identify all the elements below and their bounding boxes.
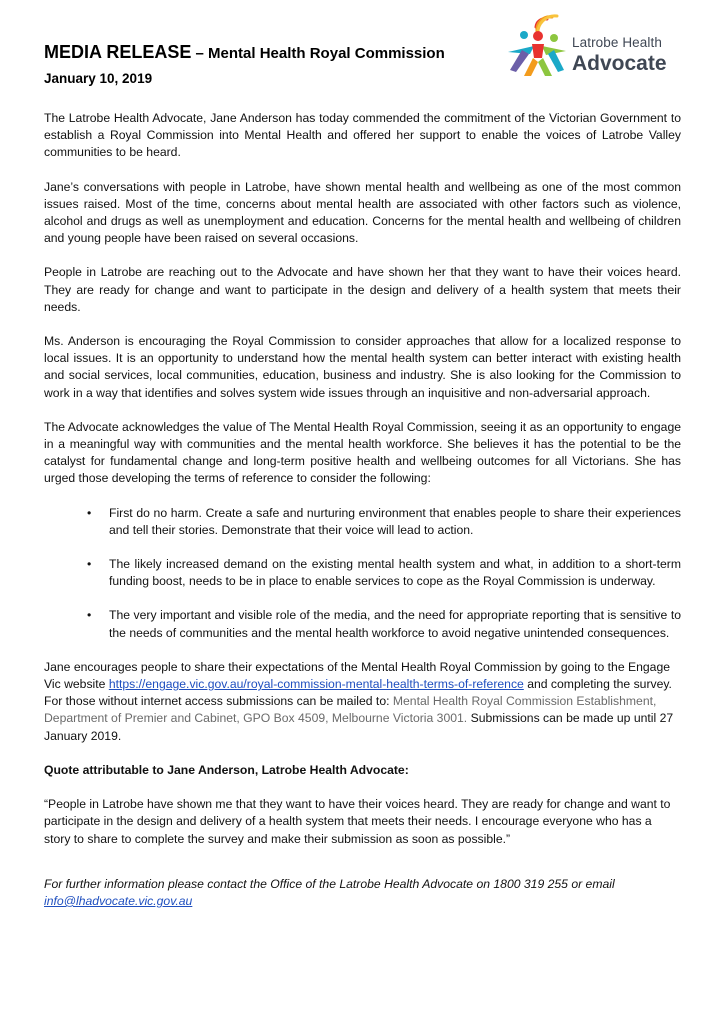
quote-heading: Quote attributable to Jane Anderson, Latrobe Health Advocate:: [44, 762, 409, 777]
page-title: [44, 36, 504, 65]
list-item-text: The likely increased demand on the existing mental health system and what, in addition to a short-term funding boost, needs to be in place to enable services to cope as the Royal Commission is underway.: [109, 557, 681, 589]
paragraph-engage: [44, 659, 681, 745]
contact-email-link[interactable]: info@lhadvocate.vic.gov.au: [44, 893, 193, 908]
bullet-icon: •: [87, 557, 92, 572]
people-signal-icon: [502, 14, 572, 80]
quote-text: “People in Latrobe have shown me that they want to have their voices heard. They are ready for change and want to participate in the design and delivery of a health system that meets their needs. I encourage everyone who has a story to share to complete the survey and make their submission as soon as possible.”: [44, 797, 671, 846]
bullet-icon: •: [87, 608, 92, 623]
bullet-icon: •: [87, 505, 92, 520]
engage-vic-link[interactable]: https://engage.vic.gov.au/royal-commission-mental-health-terms-of-reference: [108, 677, 524, 692]
paragraph-acknowledges: The Advocate acknowledges the value of The Mental Health Royal Commission, seeing it as an opportunity to engage in a meaningful way with communities and the mental health workforce. She believes it has the potential to be the catalyst for fundamental change and long-term positive health and wellbeing outcomes for all Victorians. She has urged those developing the terms of reference to consider the following:: [44, 419, 681, 486]
paragraph-intro: The Latrobe Health Advocate, Jane Anderson has today commended the commitment of the Victorian Government to establish a Royal Commission into Mental Health and offered her support to enable the voices of Latrobe Valley communities to be heard.: [44, 111, 681, 160]
considerations-list: [44, 505, 681, 642]
engage-text: Jane encourages people to share their expectations of the Mental Health Royal Commission by going to the Engage Vic website: [44, 659, 671, 692]
engage-text-continued: and completing the survey. For those without internet access submissions can be mailed to:: [44, 677, 672, 709]
paragraph-reaching-out: People in Latrobe are reaching out to the Advocate and have shown her that they want to have their voices heard. They are ready for change and want to participate in the design and delivery of a health system that meets their needs.: [44, 265, 681, 314]
title-suffix: Mental Health Royal Commission: [208, 45, 445, 62]
header: [44, 36, 504, 86]
paragraph-approaches: Ms. Anderson is encouraging the Royal Commission to consider approaches that allow for a localized response to local issues. It is an opportunity to understand how the mental health system can better interact with existing health and social services, local communities, education, business and industry. She is also looking for the Commission to work in a way that identifies and solves system wide issues through an inquisitive and non-adversarial approach.: [44, 334, 681, 400]
contact-info: [44, 876, 681, 910]
list-item-text: First do no harm. Create a safe and nurturing environment that enables people to share their experiences and tell their stories. Demonstrate that their voice will lead to action.: [109, 505, 681, 537]
list-item: [44, 607, 681, 641]
list-item: [44, 505, 681, 539]
list-item: [44, 556, 681, 590]
contact-text: For further information please contact the Office of the Latrobe Health Advocate on 1800 319 255 or email: [44, 876, 615, 891]
logo-text-latrobe-health: Latrobe Health: [572, 35, 662, 50]
logo: [502, 14, 688, 80]
submission-deadline: Submissions can be made up until 27 January 2019.: [44, 711, 674, 743]
release-date: January 10, 2019: [44, 71, 153, 86]
title-prefix: MEDIA RELEASE: [44, 42, 192, 62]
mailing-address: Mental Health Royal Commission Establishment, Department of Premier and Cabinet, GPO Box 4509, Melbourne Victoria 3001.: [44, 694, 657, 726]
paragraph-conversations: Jane’s conversations with people in Latrobe, have shown mental health and wellbeing as one of the most common issues raised. Most of the time, concerns about mental health are associated with other factors such as violence, alcohol and drugs as well as unemployment and education. Concerns for the mental health and wellbeing of children and young people have been raised on several occasions.: [44, 179, 681, 246]
list-item-text: The very important and visible role of the media, and the need for appropriate reporting that is sensitive to the needs of communities and the mental health workforce to avoid negative unintended consequences.: [109, 608, 681, 640]
title-separator: –: [191, 45, 209, 62]
release-body: [44, 110, 681, 927]
logo-text-advocate: Advocate: [572, 52, 667, 75]
